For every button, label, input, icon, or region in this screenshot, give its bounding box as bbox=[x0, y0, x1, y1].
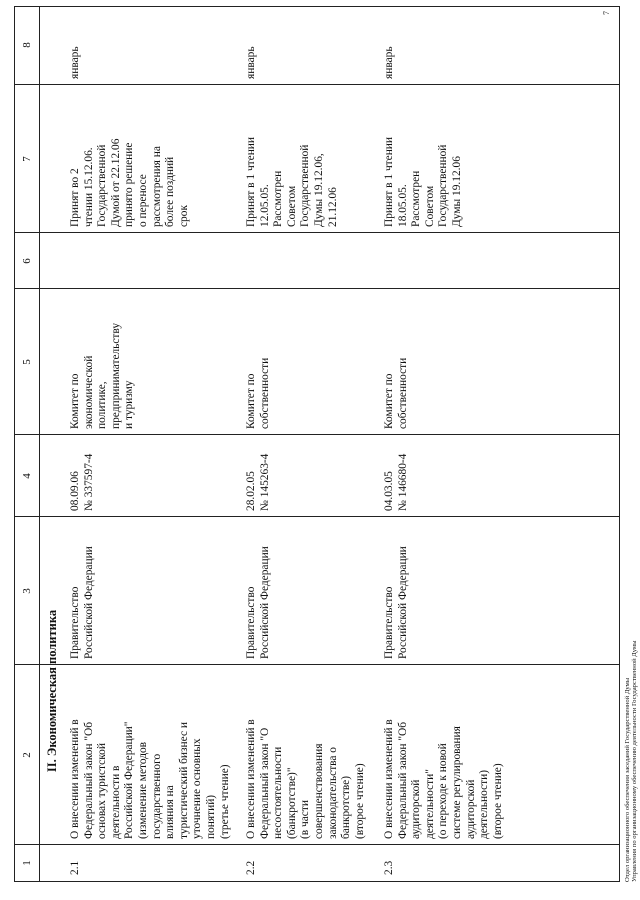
registration: 08.09.06 № 337597-4 bbox=[69, 453, 95, 511]
status: Принят в 1 чтении 18.05.05. Рассмотрен Советом Государственной Думы 19.12.06 bbox=[383, 137, 463, 227]
registration: 04.03.05 № 146680-4 bbox=[383, 453, 409, 511]
month: январь bbox=[383, 46, 395, 79]
column-divider bbox=[15, 664, 619, 665]
bill-title: О внесении изменений в Федеральный закон "О несостоятельности (банкротстве)" (в части совершенствования законодательства о банкротстве) (второе чтение) bbox=[245, 719, 366, 839]
column-number-5: 5 bbox=[21, 359, 33, 365]
committee: Комитет по экономической политике, предпринимательству и туризму bbox=[69, 322, 136, 429]
legislation-table bbox=[14, 6, 620, 882]
row-number: 2.1 bbox=[69, 860, 81, 875]
committee: Комитет по собственности bbox=[383, 357, 409, 429]
column-number-8: 8 bbox=[21, 42, 33, 48]
month: январь bbox=[69, 46, 81, 79]
column-divider bbox=[15, 84, 619, 85]
column-number-6: 6 bbox=[21, 258, 33, 264]
bill-title: О внесении изменений в Федеральный закон "Об аудиторской деятельности" (о переходе к новой системе регулирования аудиторской деятельности) (второе чтение) bbox=[383, 719, 504, 839]
column-divider bbox=[15, 434, 619, 435]
column-divider bbox=[15, 516, 619, 517]
column-divider bbox=[15, 844, 619, 845]
month: январь bbox=[245, 46, 257, 79]
column-number-1: 1 bbox=[21, 860, 33, 866]
section-title: II. Экономическая политика bbox=[45, 609, 59, 773]
committee: Комитет по собственности bbox=[245, 357, 271, 429]
bill-title: О внесении изменений в Федеральный закон "Об основах туристской деятельности в Российской Федерации" (изменение методов государственного влияния на туристический бизнес и уточнение основных понятий) (третье чтение) bbox=[69, 719, 231, 839]
column-number-7: 7 bbox=[21, 156, 33, 162]
header-divider bbox=[39, 7, 40, 881]
footer-department: Отдел организационного обеспечения заседаний Государственной Думы bbox=[624, 677, 631, 882]
page-number: 7 bbox=[602, 11, 611, 15]
initiator: Правительство Российской Федерации bbox=[383, 546, 409, 659]
column-number-4: 4 bbox=[21, 473, 33, 479]
initiator: Правительство Российской Федерации bbox=[69, 546, 95, 659]
column-divider bbox=[15, 288, 619, 289]
row-number: 2.3 bbox=[383, 860, 395, 875]
column-divider bbox=[15, 232, 619, 233]
status: Принят во 2 чтении 15.12.06. Государственной Думой от 22.12.06 принято решение о переносе рассмотрения на более поздний срок bbox=[69, 138, 190, 227]
registration: 28.02.05 № 145263-4 bbox=[245, 453, 271, 511]
footer-directorate: Управления по организационному обеспечению деятельности Государственной Думы bbox=[631, 640, 638, 882]
column-number-3: 3 bbox=[21, 588, 33, 594]
row-number: 2.2 bbox=[245, 860, 257, 875]
status: Принят в 1 чтении 12.05.05. Рассмотрен Советом Государственной Думы 19.12.06, 21.12.06 bbox=[245, 137, 339, 227]
initiator: Правительство Российской Федерации bbox=[245, 546, 271, 659]
column-number-2: 2 bbox=[21, 752, 33, 758]
